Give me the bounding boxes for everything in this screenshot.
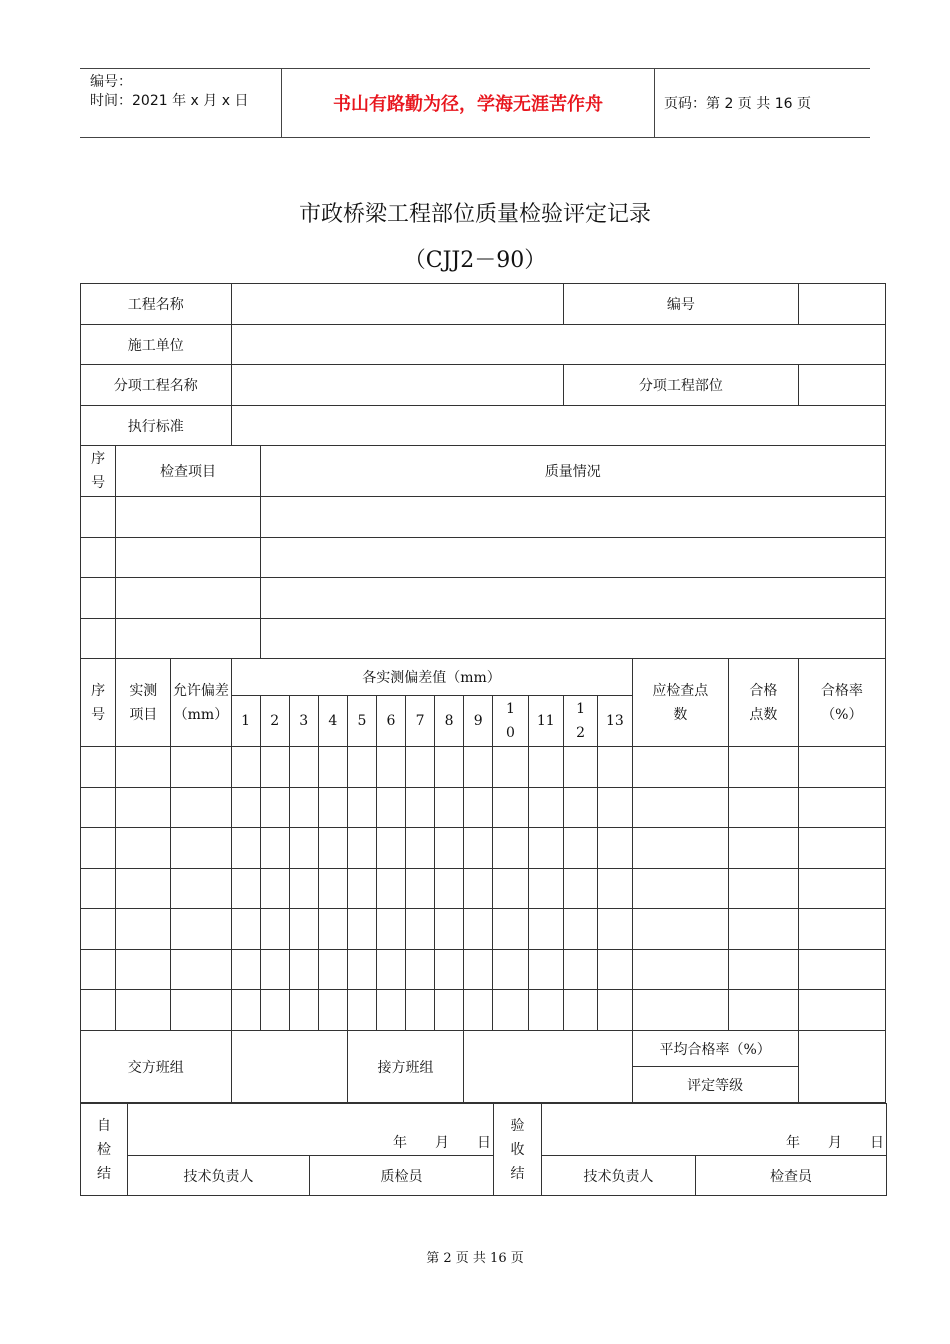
number-label-cell: 编号 [564, 284, 799, 325]
table-cell[interactable] [493, 828, 528, 869]
sub-project-name-field[interactable] [231, 365, 563, 406]
table-cell[interactable] [406, 828, 435, 869]
table-cell[interactable] [231, 828, 260, 869]
table-cell[interactable] [171, 788, 231, 828]
project-name-field[interactable] [231, 284, 563, 325]
table-cell[interactable] [564, 909, 598, 950]
table-cell[interactable] [493, 869, 528, 909]
sub-project-part-label: 分项工程部位 [564, 365, 799, 406]
table-cell[interactable] [632, 909, 729, 950]
table-cell[interactable] [798, 747, 885, 788]
header-left [90, 73, 248, 111]
table-cell[interactable] [564, 990, 598, 1031]
checker-label: 检查员 [696, 1156, 887, 1196]
table-cell[interactable] [598, 788, 632, 828]
inspection-form [80, 283, 886, 1103]
table-row [81, 747, 886, 788]
table-cell[interactable] [376, 747, 405, 788]
col-10: 1 0 [493, 696, 528, 747]
number-label: 编号： [90, 74, 132, 90]
table-cell[interactable] [289, 788, 318, 828]
col-8: 8 [435, 696, 464, 747]
table-cell[interactable] [81, 990, 116, 1031]
table-cell[interactable] [81, 909, 116, 950]
table-cell[interactable] [171, 869, 231, 909]
self-check-date[interactable]: 年 月 日 [128, 1104, 494, 1156]
table-row [81, 950, 886, 990]
handover-label: 交方班组 [81, 1031, 232, 1103]
table-cell[interactable] [289, 869, 318, 909]
col-3: 3 [289, 696, 318, 747]
table-cell[interactable] [598, 828, 632, 869]
table-cell[interactable] [729, 747, 799, 788]
table-cell[interactable] [376, 869, 405, 909]
table-cell[interactable] [376, 828, 405, 869]
table-cell[interactable] [231, 950, 260, 990]
avg-rate-label: 平均合格率（%） [632, 1031, 798, 1067]
seq-header-2: 序 号 [81, 659, 116, 747]
table-cell[interactable] [729, 869, 799, 909]
table-cell[interactable] [406, 788, 435, 828]
signature-block [80, 1103, 887, 1196]
table-row [81, 909, 886, 950]
table-cell[interactable] [435, 788, 464, 828]
table-cell[interactable] [564, 950, 598, 990]
table-cell[interactable] [171, 747, 231, 788]
table-cell[interactable] [260, 828, 289, 869]
col-13: 13 [598, 696, 632, 747]
table-cell[interactable] [116, 869, 171, 909]
table-cell[interactable] [598, 869, 632, 909]
number-field[interactable] [798, 284, 885, 325]
table-cell[interactable] [289, 950, 318, 990]
table-cell[interactable] [564, 788, 598, 828]
table-cell[interactable] [729, 788, 799, 828]
project-name-label: 工程名称 [81, 284, 232, 325]
table-cell[interactable] [171, 909, 231, 950]
table-cell[interactable] [116, 909, 171, 950]
table-cell[interactable] [406, 747, 435, 788]
table-cell[interactable] [289, 828, 318, 869]
table-cell[interactable] [528, 909, 563, 950]
table-row [81, 578, 886, 619]
table-cell[interactable] [376, 909, 405, 950]
table-cell[interactable] [464, 990, 493, 1031]
col-11: 11 [528, 696, 563, 747]
table-cell[interactable] [798, 869, 885, 909]
col-9: 9 [464, 696, 493, 747]
table-cell[interactable] [632, 747, 729, 788]
table-cell[interactable] [493, 747, 528, 788]
table-cell[interactable] [171, 828, 231, 869]
table-cell[interactable] [347, 950, 376, 990]
table-cell[interactable] [435, 747, 464, 788]
page-title: 市政桥梁工程部位质量检验评定记录 [298, 202, 651, 227]
table-cell[interactable] [406, 909, 435, 950]
table-cell[interactable] [598, 747, 632, 788]
grade-label: 评定等级 [632, 1067, 798, 1103]
table-cell[interactable] [729, 909, 799, 950]
table-cell[interactable] [464, 828, 493, 869]
table-cell[interactable] [464, 869, 493, 909]
table-cell[interactable] [318, 788, 347, 828]
table-cell[interactable] [260, 869, 289, 909]
table-cell[interactable] [347, 869, 376, 909]
col-6: 6 [376, 696, 405, 747]
table-cell[interactable] [564, 828, 598, 869]
table-cell[interactable] [564, 869, 598, 909]
table-cell[interactable] [632, 950, 729, 990]
table-cell[interactable] [347, 747, 376, 788]
table-cell[interactable] [376, 950, 405, 990]
col-4: 4 [318, 696, 347, 747]
table-cell[interactable] [528, 990, 563, 1031]
table-cell[interactable] [528, 747, 563, 788]
table-cell[interactable] [406, 869, 435, 909]
standard-field[interactable] [231, 406, 885, 446]
construction-unit-label: 施工单位 [81, 325, 232, 365]
sub-project-name-label: 分项工程名称 [81, 365, 232, 406]
table-cell[interactable] [564, 747, 598, 788]
table-cell[interactable] [493, 950, 528, 990]
table-cell[interactable] [464, 950, 493, 990]
page-header [80, 68, 870, 138]
table-cell[interactable] [260, 788, 289, 828]
table-cell[interactable] [435, 950, 464, 990]
pass-rate-header: 合格率 （%） [798, 659, 885, 747]
construction-unit-field[interactable] [231, 325, 885, 365]
table-cell[interactable] [231, 909, 260, 950]
table-cell[interactable] [116, 828, 171, 869]
sub-project-part-field[interactable] [798, 365, 885, 406]
motto: 书山有路勤为径，学海无涯苦作舟 [281, 69, 655, 137]
table-row [81, 538, 886, 578]
table-cell[interactable] [493, 990, 528, 1031]
table-cell[interactable] [798, 909, 885, 950]
col-2: 2 [260, 696, 289, 747]
acceptance-label: 验 收 结 [494, 1104, 542, 1196]
table-cell[interactable] [289, 990, 318, 1031]
table-cell[interactable] [435, 990, 464, 1031]
table-cell[interactable] [116, 950, 171, 990]
quality-header: 质量情况 [260, 446, 885, 497]
table-cell[interactable] [632, 788, 729, 828]
table-cell[interactable] [729, 828, 799, 869]
table-cell[interactable] [798, 828, 885, 869]
table-cell[interactable] [406, 990, 435, 1031]
table-cell[interactable] [81, 950, 116, 990]
table-cell[interactable] [464, 747, 493, 788]
table-cell[interactable] [318, 828, 347, 869]
table-cell[interactable] [406, 950, 435, 990]
table-cell[interactable] [347, 828, 376, 869]
measured-item-header: 实测 项目 [116, 659, 171, 747]
table-cell[interactable] [231, 990, 260, 1031]
table-cell[interactable] [116, 747, 171, 788]
table-cell[interactable] [116, 990, 171, 1031]
table-row [81, 990, 886, 1031]
table-cell[interactable] [598, 909, 632, 950]
page-subtitle: （CJJ2－90） [403, 248, 547, 273]
table-cell[interactable] [289, 747, 318, 788]
time-label: 时间：2021 年 x 月 x 日 [90, 93, 249, 109]
table-cell[interactable] [376, 990, 405, 1031]
table-cell[interactable] [231, 788, 260, 828]
table-cell[interactable] [493, 909, 528, 950]
table-cell[interactable] [116, 788, 171, 828]
table-cell[interactable] [347, 788, 376, 828]
table-cell[interactable] [798, 990, 885, 1031]
table-cell[interactable] [260, 747, 289, 788]
col-12: 1 2 [564, 696, 598, 747]
table-cell[interactable] [347, 990, 376, 1031]
table-cell[interactable] [632, 990, 729, 1031]
table-cell[interactable] [435, 869, 464, 909]
table-cell[interactable] [81, 788, 116, 828]
col-5: 5 [347, 696, 376, 747]
page-info: 页码：第 2 页 共 16 页 [664, 96, 811, 112]
receiver-label: 接方班组 [347, 1031, 463, 1103]
self-check-label: 自 检 结 [81, 1104, 128, 1196]
table-cell[interactable] [528, 788, 563, 828]
table-cell[interactable] [171, 950, 231, 990]
table-cell[interactable] [598, 990, 632, 1031]
table-cell[interactable] [81, 828, 116, 869]
points-header: 应检查点 数 [632, 659, 729, 747]
table-cell[interactable] [171, 990, 231, 1031]
table-cell[interactable] [318, 909, 347, 950]
tech-lead-label: 技术负责人 [128, 1156, 310, 1196]
table-cell[interactable] [464, 788, 493, 828]
col-7: 7 [406, 696, 435, 747]
table-cell[interactable] [528, 828, 563, 869]
table-cell[interactable] [81, 869, 116, 909]
table-cell[interactable] [289, 909, 318, 950]
receiver-field[interactable] [464, 1031, 632, 1103]
table-cell[interactable] [598, 950, 632, 990]
table-cell[interactable] [318, 950, 347, 990]
table-cell[interactable] [798, 788, 885, 828]
table-cell[interactable] [231, 869, 260, 909]
acceptance-date[interactable]: 年 月 日 [542, 1104, 887, 1156]
table-cell[interactable] [231, 747, 260, 788]
table-cell[interactable] [435, 909, 464, 950]
table-cell[interactable] [260, 990, 289, 1031]
table-cell[interactable] [435, 828, 464, 869]
table-cell[interactable] [528, 950, 563, 990]
tech-lead-label-2: 技术负责人 [542, 1156, 696, 1196]
table-cell[interactable] [464, 909, 493, 950]
table-cell[interactable] [729, 990, 799, 1031]
table-row [81, 497, 886, 538]
pass-points-header: 合格 点数 [729, 659, 799, 747]
table-cell[interactable] [493, 788, 528, 828]
table-row [81, 869, 886, 909]
deviation-header: 各实测偏差值（mm） [231, 659, 632, 696]
table-cell[interactable] [632, 828, 729, 869]
table-cell[interactable] [376, 788, 405, 828]
table-row [81, 619, 886, 659]
table-cell[interactable] [318, 990, 347, 1031]
table-cell[interactable] [81, 747, 116, 788]
allow-deviation-header: 允许偏差 （mm） [171, 659, 231, 747]
table-cell[interactable] [347, 909, 376, 950]
seq-header: 序 号 [81, 446, 116, 497]
page-footer: 第 2 页 共 16 页 [426, 1251, 524, 1266]
table-cell[interactable] [318, 869, 347, 909]
inspector-label: 质检员 [310, 1156, 494, 1196]
table-cell[interactable] [632, 869, 729, 909]
check-item-header: 检查项目 [116, 446, 260, 497]
table-cell[interactable] [260, 950, 289, 990]
col-1: 1 [231, 696, 260, 747]
table-row [81, 788, 886, 828]
table-cell[interactable] [729, 950, 799, 990]
table-cell[interactable] [318, 747, 347, 788]
handover-field[interactable] [231, 1031, 347, 1103]
table-cell[interactable] [260, 909, 289, 950]
table-cell[interactable] [528, 869, 563, 909]
avg-rate-field[interactable] [798, 1031, 885, 1103]
table-row [81, 828, 886, 869]
table-cell[interactable] [798, 950, 885, 990]
standard-label: 执行标准 [81, 406, 232, 446]
